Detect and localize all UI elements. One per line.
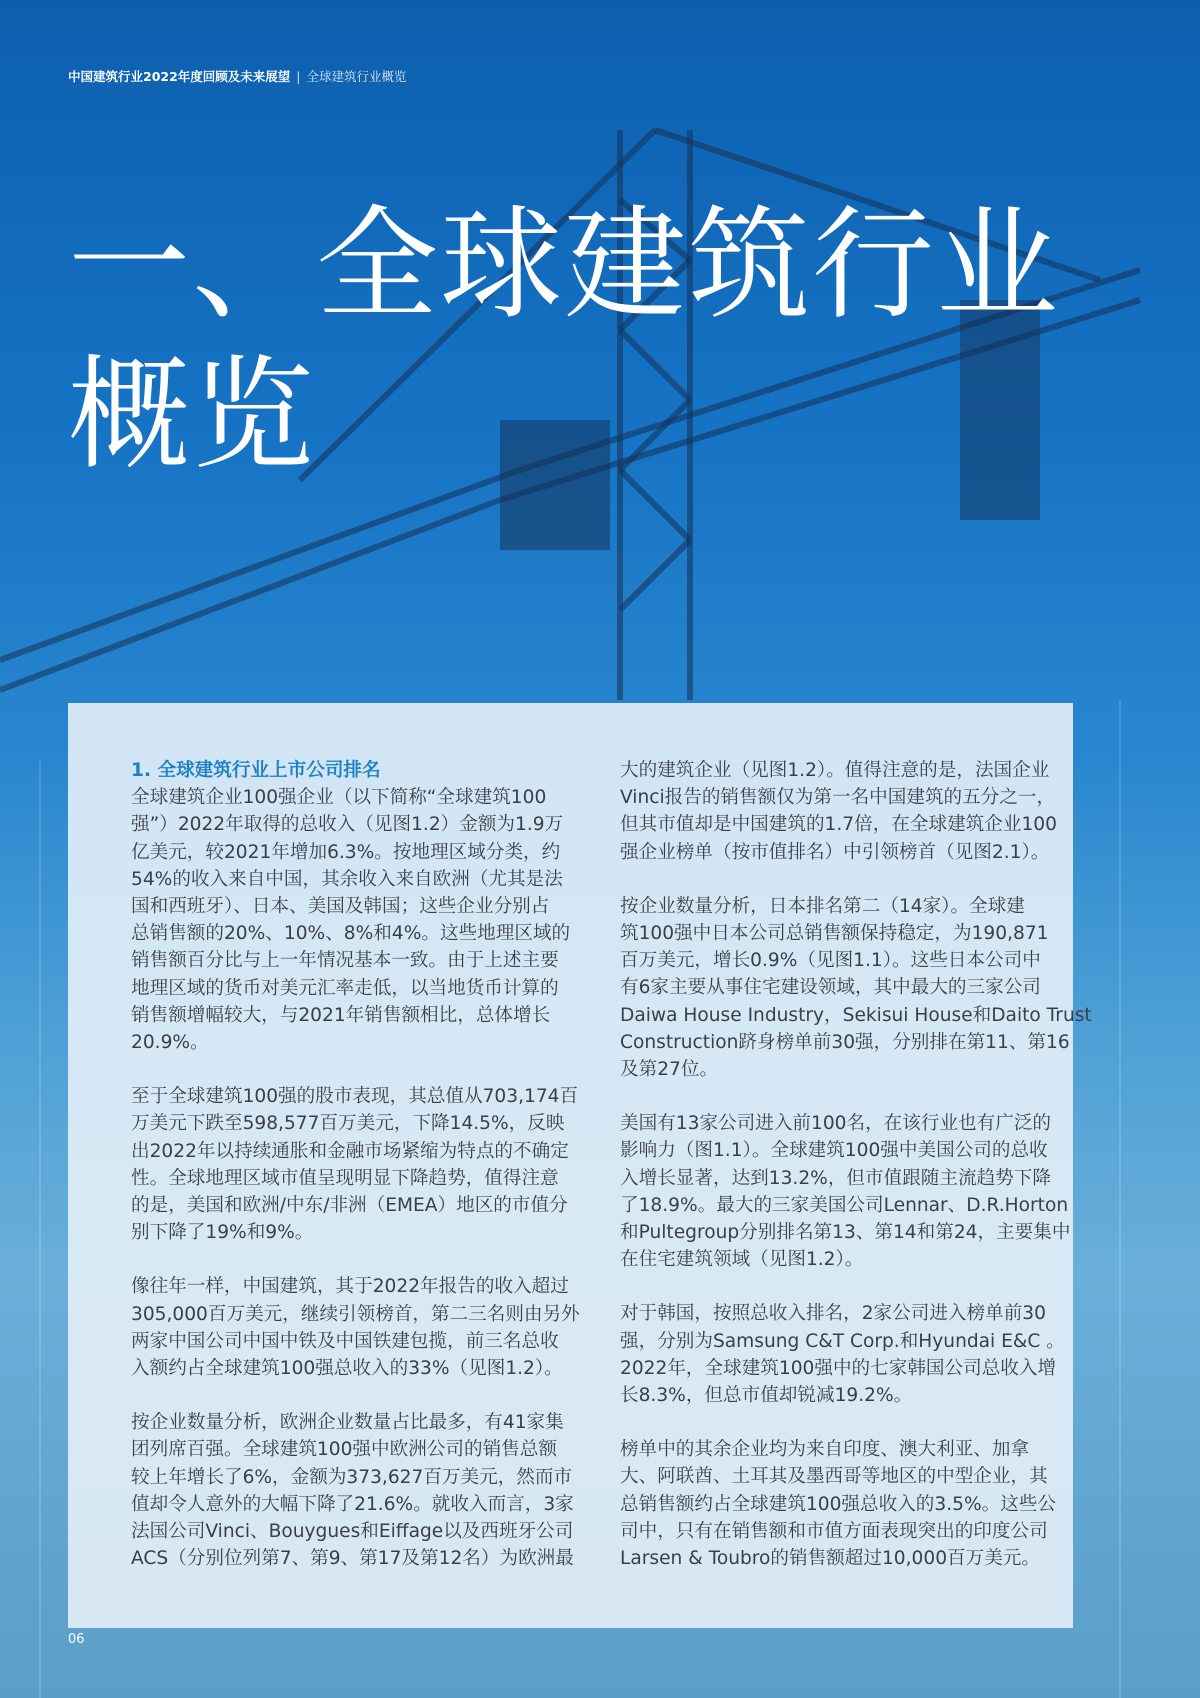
text-line: Daiwa House Industry，Sekisui House和Daito Trust <box>620 1004 1092 1026</box>
text-line: 强企业榜单（按市值排名）中引领榜首（见图2.1）。 <box>620 841 1050 863</box>
section-heading: 1. 全球建筑行业上市公司排名 <box>131 760 381 781</box>
text-line: 美国有13家公司进入前100名，在该行业也有广泛的 <box>620 1113 1052 1135</box>
text-line: 国和西班牙）、日本、美国及韩国；这些企业分别占 <box>131 896 550 918</box>
text-line: 销售额百分比与上一年情况基本一致。由于上述主要 <box>131 950 559 972</box>
paragraph <box>620 1436 1080 1572</box>
text-line: 别下降了19%和9%。 <box>131 1222 314 1244</box>
paragraph <box>620 893 1092 1083</box>
text-line: 影响力（图1.1）。全球建筑100强中美国公司的总收 <box>620 1140 1048 1162</box>
paragraph <box>131 1273 591 1382</box>
text-line: 按企业数量分析，欧洲企业数量占比最多，有41家集 <box>131 1412 564 1434</box>
text-line: Larsen & Toubro的销售额超过10,000百万美元。 <box>620 1548 1040 1570</box>
text-line: 长8.3%，但总市值却锐减19.2%。 <box>620 1385 913 1407</box>
text-line: 亿美元，较2021年增加6.3%。按地理区域分类，约 <box>131 841 561 863</box>
text-line: 榜单中的其余企业均为来自印度、澳大利亚、加拿 <box>620 1439 1030 1461</box>
text-line: 性。全球地理区域市值呈现明显下降趋势，值得注意 <box>131 1167 559 1189</box>
text-line: 大的建筑企业（见图1.2）。值得注意的是，法国企业 <box>620 760 1050 781</box>
report-title: 中国建筑行业2022年度回顾及未来展望 <box>68 69 291 84</box>
paragraph <box>131 1409 591 1572</box>
text-line: ACS（分别位列第7、第9、第17及第12名）为欧洲最 <box>131 1548 574 1570</box>
text-line: 入增长显著，达到13.2%，但市值跟随主流趋势下降 <box>620 1167 1051 1189</box>
text-line: 像往年一样，中国建筑，其于2022年报告的收入超过 <box>131 1276 569 1298</box>
text-line: 54%的收入来自中国，其余收入来自欧洲（尤其是法 <box>131 868 563 890</box>
paragraph <box>620 1110 1080 1273</box>
text-line: 和Pultegroup分别排名第13、第14和第24，主要集中 <box>620 1222 1071 1244</box>
text-line: 司中，只有在销售额和市值方面表现突出的印度公司 <box>620 1520 1048 1542</box>
text-line: 全球建筑企业100强企业（以下简称“全球建筑100 <box>131 787 547 809</box>
text-line: 强，分别为Samsung C&T Corp.和Hyundai E&C 。 <box>620 1330 1065 1352</box>
text-line: 入额约占全球建筑100强总收入的33%（见图1.2）。 <box>131 1358 563 1380</box>
text-line: 20.9%。 <box>131 1032 209 1054</box>
text-line: 了18.9%。最大的三家美国公司Lennar、D.R.Horton <box>620 1194 1069 1216</box>
text-line: 大、阿联酋、土耳其及墨西哥等地区的中型企业，其 <box>620 1466 1048 1488</box>
text-line: 按企业数量分析，日本排名第二（14家）。全球建 <box>620 895 1025 917</box>
paragraph <box>620 1300 1080 1409</box>
page-number: 06 <box>68 1632 85 1647</box>
text-line: 及第27位。 <box>620 1059 719 1081</box>
text-line: 销售额增幅较大，与2021年销售额相比，总体增长 <box>131 1004 551 1026</box>
text-line: 较上年增长了6%，金额为373,627百万美元，然而市 <box>131 1466 573 1488</box>
paragraph <box>131 784 591 1056</box>
chapter-title-line-2: 概览 <box>68 344 316 486</box>
text-line: 两家中国公司中国中铁及中国铁建包揽，前三名总收 <box>131 1330 559 1352</box>
text-line: 至于全球建筑100强的股市表现，其总值从703,174百 <box>131 1086 579 1108</box>
text-line: 法国公司Vinci、Bouygues和Eiffage以及西班牙公司 <box>131 1521 574 1543</box>
text-line: 值却令人意外的大幅下降了21.6%。就收入而言，3家 <box>131 1493 574 1515</box>
text-line: 总销售额约占全球建筑100强总收入的3.5%。这些公 <box>620 1493 1057 1515</box>
text-line: 有6家主要从事住宅建设领域，其中最大的三家公司 <box>620 977 1041 999</box>
header-separator: | <box>296 69 301 84</box>
text-line: 的是，美国和欧洲/中东/非洲（EMEA）地区的市值分 <box>131 1195 568 1217</box>
running-header <box>68 67 407 85</box>
paragraph <box>131 1083 591 1246</box>
text-line: 地理区域的货币对美元汇率走低，以当地货币计算的 <box>131 977 559 999</box>
text-line: 对于韩国，按照总收入排名，2家公司进入榜单前30 <box>620 1303 1046 1325</box>
text-line: 强”）2022年取得的总收入（见图1.2）金额为1.9万 <box>131 814 564 836</box>
text-line: 百万美元，增长0.9%（见图1.1）。这些日本公司中 <box>620 950 1041 972</box>
text-column-right <box>620 757 1092 1599</box>
text-line: 出2022年以持续通胀和金融市场紧缩为特点的不确定 <box>131 1140 569 1162</box>
text-line: 2022年，全球建筑100强中的七家韩国公司总收入增 <box>620 1357 1057 1379</box>
text-line: 在住宅建筑领域（见图1.2）。 <box>620 1249 864 1271</box>
chapter-title <box>68 190 1060 490</box>
paragraph <box>620 757 1080 866</box>
section-name: 全球建筑行业概览 <box>306 69 407 84</box>
text-line: 但其市值却是中国建筑的1.7倍，在全球建筑企业100 <box>620 814 1057 836</box>
text-line: 总销售额的20%、10%、8%和4%。这些地理区域的 <box>131 923 571 945</box>
text-line: 万美元下跌至598,577百万美元，下降14.5%，反映 <box>131 1113 565 1135</box>
chapter-title-line-1: 一、全球建筑行业 <box>68 194 1060 336</box>
text-line: 305,000百万美元，继续引领榜首，第二三名则由另外 <box>131 1303 580 1325</box>
text-line: 团列席百强。全球建筑100强中欧洲公司的销售总额 <box>131 1439 557 1461</box>
text-line: 筑100强中日本公司总销售额保持稳定，为190,871 <box>620 923 1049 945</box>
text-line: Vinci报告的销售额仅为第一名中国建筑的五分之一， <box>620 787 1056 809</box>
text-line: Construction跻身榜单前30强，分别排在第11、第16 <box>620 1031 1070 1053</box>
text-column-left <box>131 757 591 1599</box>
